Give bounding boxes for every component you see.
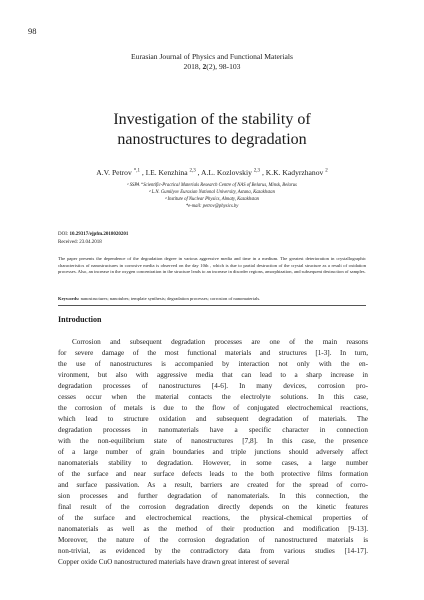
body-line: cesses occur when the material contacts the electrolyte solutions. In this case, bbox=[58, 393, 368, 401]
title-line: Investigation of the stability of bbox=[113, 111, 311, 128]
journal-header bbox=[0, 52, 424, 72]
affiliations bbox=[60, 182, 364, 210]
author-affiliation-mark: *,1 bbox=[133, 168, 140, 174]
affiliation-line: ¹ SSPA “Scientific-Practical Materials Research Centre of NAS of Belarus, Minsk, Belarus bbox=[127, 183, 297, 188]
body-line: of the surface and near surface defects leads to the both protective films formation bbox=[58, 470, 368, 478]
author-name: I.E. Kenzhina bbox=[145, 168, 188, 177]
title-line: nanostructures to degradation bbox=[117, 131, 307, 148]
body-line: nanomaterials stability to degradation. However, in some cases, a large number bbox=[58, 459, 368, 467]
contact-email: *e-mail: petrov@physics.by bbox=[185, 204, 239, 209]
body-line: degradation processes in nanomaterials have a specific character in connection bbox=[58, 426, 368, 434]
doi-link[interactable]: 10.29317/ejpfm.2018020201 bbox=[69, 232, 129, 237]
paper-title bbox=[40, 110, 384, 150]
doi-block bbox=[58, 231, 128, 246]
body-line: vironment, but also with aggressive media that can lead to a sharp increase in bbox=[58, 371, 368, 379]
keywords-text: nanostructures; nanotubes; template synthesis; degradation processes; corrosion of nanomaterials. bbox=[79, 296, 261, 301]
body-line: of a large number of grain boundaries and triple junctions should adversely affect bbox=[58, 448, 368, 456]
body-line: degradation processes of nanostructures [4-6]. In many devices, corrosion pro- bbox=[58, 382, 368, 390]
keywords-label: Keywords: bbox=[58, 296, 80, 301]
journal-citation bbox=[0, 62, 424, 72]
body-line: Moreover, the nature of the corrosion degradation of nanostructured materials is bbox=[58, 536, 368, 544]
body-line: Corrosion and subsequent degradation processes are one of the main reasons bbox=[72, 338, 368, 346]
body-line: nanomaterials as well as the method of their production and modification [9-13]. bbox=[58, 525, 368, 533]
body-line: which lead to structure oxidation and subsequent degradation of materials. The bbox=[58, 415, 368, 423]
body-line: of the surface and electrochemical reactions, the physical-chemical properties of bbox=[58, 514, 368, 522]
doi-label: DOI: bbox=[58, 232, 70, 237]
author-affiliation-mark: 2,3 bbox=[189, 168, 196, 174]
citation-prefix: 2018, bbox=[183, 62, 203, 71]
body-line: non-trivial, as evidenced by the contradictory data from various studies [14-17]. bbox=[58, 547, 368, 555]
citation-suffix: (2), 98-103 bbox=[206, 62, 241, 71]
affiliation-line: ² L.N. Gumilyov Eurasian National University, Astana, Kazakhstan bbox=[149, 190, 275, 195]
body-line: final result of the corrosion degradation directly depends on the kinetic features bbox=[58, 503, 368, 511]
body-line: Copper oxide CuO nanostructured materials have drawn great interest of several bbox=[58, 558, 290, 566]
author-name: K.K. Kadyrzhanov bbox=[265, 168, 324, 177]
body-line: the corrosion of metals is due to the flow of conjugated electrochemical reactions, bbox=[58, 404, 368, 412]
journal-name: Eurasian Journal of Physics and Functional Materials bbox=[131, 52, 293, 61]
abstract: The paper presents the dependence of the degradation degree in various aggressive media and time in a medium. The greatest deterioration in crystallographic characteristics of nanostructures in corrosive media is observed on the day 10th , which is due to partial destruction of the crystal structure as a result of oxidation processes. Also, an increase in the oxygen concentration in the structure leads to an increase in disorder regions, amorphization, and subsequent destruction of samples. bbox=[58, 256, 366, 275]
author-list bbox=[0, 168, 424, 177]
received-date: Received: 23.04.2018 bbox=[58, 239, 102, 245]
body-line: and surface passivation. As a result, barriers are created for the spread of corro- bbox=[58, 481, 368, 489]
author-separator: , bbox=[260, 168, 266, 177]
author-separator: , bbox=[195, 168, 202, 177]
author-name: A.V. Petrov bbox=[96, 168, 132, 177]
author-affiliation-mark: 2,3 bbox=[253, 168, 261, 174]
body-line: sion processes and further degradation of nanomaterials. In this connection, the bbox=[58, 492, 368, 500]
author-affiliation-mark: 2 bbox=[325, 168, 328, 174]
body-text bbox=[58, 337, 368, 568]
author-separator: , bbox=[139, 168, 146, 177]
keywords bbox=[58, 296, 366, 303]
body-line: with the non-equilibrium state of nanostructures [7,8]. In this case, the presence bbox=[58, 437, 368, 445]
citation-volume: 2 bbox=[202, 62, 207, 71]
section-divider bbox=[58, 305, 366, 306]
page-number: 98 bbox=[28, 26, 37, 36]
body-line: for severe damage of the most functional materials and structures [1-3]. In turn, bbox=[58, 349, 368, 357]
affiliation-line: ³ Institute of Nuclear Physics, Almaty, Kazakhstan bbox=[164, 197, 260, 202]
author-name: A.L. Kozlovskiy bbox=[201, 168, 252, 177]
section-heading: Introduction bbox=[58, 315, 102, 324]
body-line: the use of nanostructures is accompanied by interaction not only with the en- bbox=[58, 360, 368, 368]
